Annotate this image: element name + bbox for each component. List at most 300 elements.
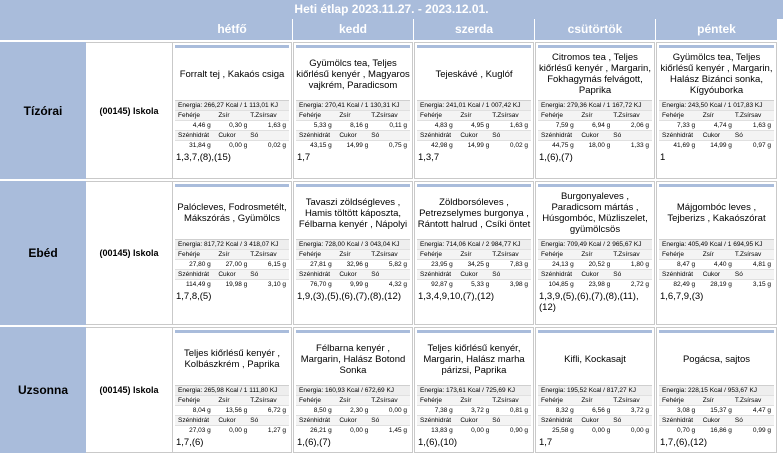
nutrient-value: 0,00 g xyxy=(592,427,611,434)
nutrient-value: 28,19 g xyxy=(710,281,732,288)
nutrient-header-row xyxy=(296,130,410,140)
nutrient-label: Zsír xyxy=(339,251,351,258)
nutrient-label: Só xyxy=(613,417,622,424)
nutrient-header-row xyxy=(538,249,652,259)
nutrient-value: 23,95 g xyxy=(431,261,453,268)
nutrient-value: 0,30 g xyxy=(229,122,248,129)
nutrient-label: T.Zsírsav xyxy=(250,397,277,404)
energy-value: 173,61 Kcal / 725,69 KJ xyxy=(446,387,516,394)
nutrient-label: Só xyxy=(371,132,380,139)
nutrient-value: 3,98 g xyxy=(509,281,528,288)
nutrient-label: Só xyxy=(492,132,501,139)
nutrient-label: Zsír xyxy=(218,251,230,258)
nutrient-value: 8,04 g xyxy=(192,407,211,414)
energy-value: 228,15 Kcal / 953,67 KJ xyxy=(688,387,758,394)
food-description xyxy=(296,48,410,100)
nutrient-value: 16,86 g xyxy=(710,427,732,434)
food-description xyxy=(296,187,410,239)
nutrient-header-row xyxy=(417,110,531,120)
nutrient-value-row xyxy=(659,279,774,289)
nutrient-label: Só xyxy=(492,271,501,278)
nutrient-label: Cukor xyxy=(702,132,721,139)
nutrient-value: 2,30 g xyxy=(350,407,369,414)
allergen-codes: 1,7,(6) xyxy=(176,437,204,448)
nutrient-value-row xyxy=(659,140,774,150)
energy-label: Energia: xyxy=(541,241,566,248)
nutrient-value: 0,99 g xyxy=(752,427,771,434)
nutrient-value: 9,99 g xyxy=(350,281,369,288)
meal-label-1: Ebéd xyxy=(0,181,86,325)
menu-cell xyxy=(535,327,655,453)
nutrient-value: 0,02 g xyxy=(267,142,286,149)
nutrient-value: 23,98 g xyxy=(588,281,611,288)
nutrient-label: T.Zsírsav xyxy=(492,112,519,119)
nutrient-label: Fehérje xyxy=(178,397,201,404)
nutrient-value: 42,98 g xyxy=(431,142,453,149)
menu-cell xyxy=(414,181,534,325)
energy-label: Energia: xyxy=(178,102,203,109)
food-description xyxy=(175,48,289,100)
nutrient-label: Cukor xyxy=(581,132,599,139)
nutrient-value: 44,75 g xyxy=(552,142,574,149)
nutrient-value: 19,98 g xyxy=(225,281,248,288)
nutrient-label: Szénhidrát xyxy=(178,271,210,278)
nutrient-value: 3,72 g xyxy=(630,407,649,414)
allergen-codes: 1,7 xyxy=(297,152,311,163)
nutrient-header-row xyxy=(659,395,774,405)
food-text: Gyümölcs tea, Teljes kiőrlésű kenyér , Magyaros vajkrém, Paradicsom xyxy=(296,57,410,91)
nutrient-value: 27,80 g xyxy=(189,261,211,268)
energy-label: Energia: xyxy=(299,102,324,109)
nutrient-label: Zsír xyxy=(581,397,593,404)
nutrient-value: 4,47 g xyxy=(752,407,771,414)
nutrient-value: 34,25 g xyxy=(467,261,490,268)
nutrient-value: 7,33 g xyxy=(677,122,696,129)
nutrient-value: 0,90 g xyxy=(509,427,528,434)
nutrient-value: 4,32 g xyxy=(388,281,407,288)
energy-value: 714,06 Kcal / 2 984,77 KJ xyxy=(446,241,521,248)
energy-label: Energia: xyxy=(541,102,566,109)
energy-row xyxy=(659,385,774,395)
energy-label: Energia: xyxy=(662,102,687,109)
food-description xyxy=(417,48,531,100)
nutrient-value-row xyxy=(296,279,410,289)
allergen-codes: 1,3,9,(5),(6),(7),(8),(11),(12) xyxy=(539,291,639,313)
nutrient-label: Szénhidrát xyxy=(420,132,452,139)
nutrient-value-row xyxy=(417,120,531,130)
school-label: (00145) Iskola xyxy=(86,42,172,179)
nutrient-label: Fehérje xyxy=(541,251,564,258)
nutrient-header-row xyxy=(538,130,652,140)
nutrient-value: 5,33 g xyxy=(471,281,490,288)
nutrient-label: Cukor xyxy=(702,271,721,278)
nutrient-value: 18,00 g xyxy=(588,142,611,149)
nutrient-value-row xyxy=(296,425,410,435)
nutrient-label: Szénhidrát xyxy=(299,417,331,424)
nutrient-label: Cukor xyxy=(339,271,357,278)
nutrient-value: 0,00 g xyxy=(350,427,369,434)
nutrient-value-row xyxy=(659,425,774,435)
menu-cell xyxy=(293,327,413,453)
nutrient-value: 82,49 g xyxy=(673,281,696,288)
nutrient-header-row xyxy=(538,110,652,120)
nutrient-label: Só xyxy=(734,271,743,278)
energy-label: Energia: xyxy=(420,241,445,248)
energy-label: Energia: xyxy=(662,241,687,248)
nutrient-value: 4,95 g xyxy=(471,122,490,129)
nutrient-label: Szénhidrát xyxy=(420,417,452,424)
nutrient-value: 8,16 g xyxy=(350,122,369,129)
nutrient-label: Cukor xyxy=(339,417,357,424)
energy-row xyxy=(538,100,652,110)
nutrient-value: 3,08 g xyxy=(677,407,696,414)
nutrient-label: Cukor xyxy=(460,417,478,424)
nutrient-label: Szénhidrát xyxy=(541,417,573,424)
allergen-codes: 1,3,7,(8),(15) xyxy=(176,152,231,163)
nutrient-label: Só xyxy=(371,271,380,278)
nutrient-value-row xyxy=(175,120,289,130)
nutrient-value: 0,70 g xyxy=(677,427,696,434)
allergen-codes: 1,7,8,(5) xyxy=(176,291,212,302)
nutrient-value: 4,40 g xyxy=(713,261,732,268)
nutrient-value-row xyxy=(538,405,652,415)
nutrient-label: T.Zsírsav xyxy=(371,112,398,119)
header-corner xyxy=(0,19,172,40)
nutrient-value: 5,82 g xyxy=(388,261,407,268)
nutrient-value-row xyxy=(538,259,652,269)
nutrient-value-row xyxy=(296,120,410,130)
nutrient-label: Fehérje xyxy=(299,251,322,258)
nutrient-label: Zsír xyxy=(339,112,351,119)
food-text: Teljes kiőrlésű kenyér , Kolbászkrém , Paprika xyxy=(183,348,281,370)
nutrient-value: 92,87 g xyxy=(431,281,453,288)
nutrient-value-row xyxy=(417,405,531,415)
school-label: (00145) Iskola xyxy=(86,181,172,325)
nutrient-label: Zsír xyxy=(218,112,230,119)
nutrient-label: T.Zsírsav xyxy=(734,112,762,119)
energy-row xyxy=(175,100,289,110)
allergen-codes: 1,3,7 xyxy=(418,152,440,163)
nutrient-label: Cukor xyxy=(339,132,357,139)
nutrient-value: 41,69 g xyxy=(673,142,696,149)
nutrient-label: Szénhidrát xyxy=(178,132,210,139)
nutrient-header-row xyxy=(659,110,774,120)
day-header-0: hétfő xyxy=(172,19,292,40)
nutrient-value: 24,13 g xyxy=(552,261,574,268)
nutrient-label: Cukor xyxy=(702,417,721,424)
nutrient-value: 4,81 g xyxy=(752,261,771,268)
day-header-3: csütörtök xyxy=(535,19,655,40)
food-description xyxy=(175,333,289,385)
nutrient-label: Fehérje xyxy=(662,251,685,258)
energy-value: 270,41 Kcal / 1 130,31 KJ xyxy=(325,102,400,109)
energy-row xyxy=(417,239,531,249)
nutrient-header-row xyxy=(296,269,410,279)
food-text: Májgombóc leves , Tejberizs , Kakaószórat xyxy=(667,202,766,224)
nutrient-value: 3,15 g xyxy=(752,281,771,288)
energy-row xyxy=(538,239,652,249)
nutrient-label: Szénhidrát xyxy=(662,417,694,424)
nutrient-value: 8,32 g xyxy=(555,407,574,414)
energy-row xyxy=(296,239,410,249)
nutrient-label: Zsír xyxy=(460,251,472,258)
nutrient-label: Zsír xyxy=(581,112,593,119)
nutrient-value: 14,99 g xyxy=(346,142,369,149)
food-description xyxy=(659,48,774,100)
nutrient-label: Só xyxy=(492,417,501,424)
nutrient-value: 2,72 g xyxy=(630,281,649,288)
nutrient-label: Cukor xyxy=(581,271,599,278)
energy-row xyxy=(175,385,289,395)
nutrient-header-row xyxy=(175,269,289,279)
nutrient-value-row xyxy=(538,279,652,289)
nutrient-value: 1,45 g xyxy=(388,427,407,434)
nutrient-value-row xyxy=(417,140,531,150)
nutrient-label: T.Zsírsav xyxy=(613,397,640,404)
nutrient-value: 4,74 g xyxy=(713,122,732,129)
nutrient-label: Só xyxy=(250,271,259,278)
allergen-codes: 1,7 xyxy=(539,437,553,448)
menu-cell xyxy=(535,181,655,325)
nutrient-header-row xyxy=(659,269,774,279)
menu-cell xyxy=(293,42,413,179)
nutrient-value: 14,99 g xyxy=(710,142,732,149)
nutrient-value-row xyxy=(175,425,289,435)
nutrient-value: 6,15 g xyxy=(267,261,286,268)
nutrient-value: 0,00 g xyxy=(229,427,248,434)
nutrient-label: Zsír xyxy=(581,251,593,258)
nutrient-label: Só xyxy=(371,417,380,424)
allergen-codes: 1,(6),(7) xyxy=(297,437,331,448)
energy-label: Energia: xyxy=(299,241,324,248)
nutrient-value: 32,96 g xyxy=(346,261,369,268)
energy-row xyxy=(538,385,652,395)
menu-cell xyxy=(414,42,534,179)
nutrient-value-row xyxy=(175,140,289,150)
food-text: Félbarna kenyér , Margarin, Halász Botond Sonka xyxy=(300,342,406,376)
page-title: Heti étlap 2023.11.27. - 2023.12.01. xyxy=(0,0,783,19)
nutrient-label: Szénhidrát xyxy=(420,271,452,278)
menu-cell xyxy=(293,181,413,325)
nutrient-label: Szénhidrát xyxy=(541,132,573,139)
nutrient-header-row xyxy=(417,395,531,405)
nutrient-header-row xyxy=(538,415,652,425)
nutrient-header-row xyxy=(175,415,289,425)
nutrient-value: 0,81 g xyxy=(509,407,528,414)
nutrient-value: 0,00 g xyxy=(471,427,490,434)
nutrient-value: 4,46 g xyxy=(192,122,211,129)
food-description xyxy=(417,333,531,385)
energy-value: 709,49 Kcal / 2 965,67 KJ xyxy=(567,241,642,248)
energy-value: 243,50 Kcal / 1 017,83 KJ xyxy=(688,102,763,109)
nutrient-label: Fehérje xyxy=(178,251,201,258)
nutrient-value: 7,59 g xyxy=(555,122,574,129)
energy-label: Energia: xyxy=(541,387,566,394)
energy-value: 241,01 Kcal / 1 007,42 KJ xyxy=(446,102,521,109)
nutrient-value-row xyxy=(538,425,652,435)
nutrient-value-row xyxy=(417,425,531,435)
nutrient-header-row xyxy=(296,249,410,259)
nutrient-label: Fehérje xyxy=(662,397,685,404)
nutrient-header-row xyxy=(538,269,652,279)
nutrient-value: 0,00 g xyxy=(388,407,407,414)
nutrient-label: T.Zsírsav xyxy=(371,251,398,258)
nutrient-label: Fehérje xyxy=(662,112,685,119)
menu-cell xyxy=(535,42,655,179)
food-text: Tejeskávé , Kuglóf xyxy=(435,68,513,80)
nutrient-label: Fehérje xyxy=(420,251,443,258)
nutrient-header-row xyxy=(296,415,410,425)
food-description xyxy=(417,187,531,239)
day-header-4: péntek xyxy=(656,19,777,40)
nutrient-value: 0,11 g xyxy=(389,122,407,129)
nutrient-label: Fehérje xyxy=(299,112,322,119)
food-description xyxy=(538,187,652,239)
energy-value: 160,93 Kcal / 672,69 KJ xyxy=(325,387,395,394)
energy-row xyxy=(417,385,531,395)
food-description xyxy=(538,48,652,100)
nutrient-label: T.Zsírsav xyxy=(613,251,640,258)
allergen-codes: 1,3,4,9,10,(7),(12) xyxy=(418,291,495,302)
nutrient-label: Szénhidrát xyxy=(541,271,573,278)
nutrient-header-row xyxy=(175,110,289,120)
energy-row xyxy=(659,239,774,249)
nutrient-value: 1,80 g xyxy=(630,261,649,268)
food-text: Citromos tea , Teljes kiőrlésű kenyér , Margarin, Fokhagymás felvágott, Paprika xyxy=(539,52,651,96)
nutrient-label: Zsír xyxy=(339,397,351,404)
nutrient-header-row xyxy=(659,415,774,425)
nutrient-label: Fehérje xyxy=(299,397,322,404)
energy-value: 266,27 Kcal / 1 113,01 KJ xyxy=(204,102,278,109)
school-label: (00145) Iskola xyxy=(86,327,172,453)
food-text: Teljes kiőrlésű kenyér, Margarin, Halász marha párizsi, Paprika xyxy=(423,342,525,376)
nutrient-label: Zsír xyxy=(218,397,230,404)
energy-row xyxy=(296,385,410,395)
nutrient-value-row xyxy=(538,140,652,150)
energy-value: 405,49 Kcal / 1 694,95 KJ xyxy=(688,241,763,248)
nutrient-label: T.Zsírsav xyxy=(250,112,277,119)
nutrient-label: T.Zsírsav xyxy=(371,397,398,404)
nutrient-value: 5,33 g xyxy=(313,122,332,129)
nutrient-value: 14,99 g xyxy=(467,142,490,149)
nutrient-label: Szénhidrát xyxy=(299,132,331,139)
nutrient-value: 1,27 g xyxy=(267,427,286,434)
nutrient-value: 1,63 g xyxy=(509,122,528,129)
nutrient-label: T.Zsírsav xyxy=(734,397,762,404)
nutrient-value-row xyxy=(296,259,410,269)
energy-value: 817,72 Kcal / 3 418,07 KJ xyxy=(204,241,279,248)
menu-cell xyxy=(656,327,777,453)
nutrient-label: Só xyxy=(734,417,743,424)
nutrient-label: Só xyxy=(613,132,622,139)
food-description xyxy=(296,333,410,385)
nutrient-label: Zsír xyxy=(460,112,472,119)
nutrient-value: 27,03 g xyxy=(189,427,211,434)
menu-cell xyxy=(414,327,534,453)
allergen-codes: 1,(6),(10) xyxy=(418,437,458,448)
nutrient-label: T.Zsírsav xyxy=(250,251,277,258)
day-header-1: kedd xyxy=(293,19,413,40)
nutrient-value: 0,97 g xyxy=(752,142,771,149)
nutrient-header-row xyxy=(296,110,410,120)
nutrient-value-row xyxy=(175,279,289,289)
food-text: Pogácsa, sajtos xyxy=(682,353,751,365)
meal-label-2: Uzsonna xyxy=(0,327,86,453)
nutrient-header-row xyxy=(175,249,289,259)
nutrient-value: 25,58 g xyxy=(552,427,574,434)
nutrient-value-row xyxy=(296,140,410,150)
nutrient-value: 3,10 g xyxy=(267,281,286,288)
nutrient-value: 4,83 g xyxy=(434,122,453,129)
energy-row xyxy=(659,100,774,110)
nutrient-value: 15,37 g xyxy=(710,407,732,414)
nutrient-label: Zsír xyxy=(702,112,714,119)
nutrient-label: Fehérje xyxy=(178,112,201,119)
nutrient-value: 26,21 g xyxy=(310,427,332,434)
nutrient-header-row xyxy=(175,130,289,140)
menu-cell xyxy=(656,181,777,325)
nutrient-value-row xyxy=(175,405,289,415)
nutrient-value-row xyxy=(175,259,289,269)
nutrient-value: 43,15 g xyxy=(310,142,332,149)
allergen-codes: 1,(6),(7) xyxy=(539,152,573,163)
energy-row xyxy=(417,100,531,110)
nutrient-label: Só xyxy=(734,132,743,139)
nutrient-value: 6,56 g xyxy=(592,407,611,414)
nutrient-value: 1,63 g xyxy=(752,122,771,129)
nutrient-value-row xyxy=(659,405,774,415)
energy-label: Energia: xyxy=(420,102,445,109)
nutrient-value: 8,47 g xyxy=(677,261,696,268)
energy-row xyxy=(296,100,410,110)
nutrient-label: Fehérje xyxy=(420,397,443,404)
energy-label: Energia: xyxy=(299,387,324,394)
nutrient-header-row xyxy=(296,395,410,405)
nutrient-value: 27,81 g xyxy=(310,261,332,268)
nutrient-label: Szénhidrát xyxy=(662,271,694,278)
nutrient-label: Cukor xyxy=(581,417,599,424)
menu-cell xyxy=(172,327,292,453)
nutrient-value: 20,52 g xyxy=(588,261,611,268)
nutrient-value: 13,83 g xyxy=(431,427,453,434)
nutrient-value: 3,72 g xyxy=(471,407,490,414)
food-text: Tavaszi zöldségleves , Hamis töltött káposzta, Félbarna kenyér , Nápolyi xyxy=(298,196,408,230)
nutrient-value-row xyxy=(659,120,774,130)
energy-value: 265,98 Kcal / 1 111,80 KJ xyxy=(204,387,278,394)
nutrient-header-row xyxy=(417,415,531,425)
nutrient-label: T.Zsírsav xyxy=(734,251,762,258)
nutrient-label: T.Zsírsav xyxy=(492,397,519,404)
nutrient-value: 76,70 g xyxy=(310,281,332,288)
nutrient-header-row xyxy=(417,249,531,259)
food-description xyxy=(659,187,774,239)
food-text: Gyümölcs tea, Teljes kiőrlésű kenyér , Margarin, Halász Bizánci sonka, Kígyóuborka xyxy=(660,52,773,96)
nutrient-label: Fehérje xyxy=(541,112,564,119)
nutrient-value: 0,00 g xyxy=(630,427,649,434)
nutrient-label: Cukor xyxy=(218,417,236,424)
energy-value: 728,00 Kcal / 3 043,04 KJ xyxy=(325,241,400,248)
nutrient-label: Cukor xyxy=(460,271,478,278)
food-text: Burgonyaleves , Paradicsom mártás , Húsgombóc, Müzliszelet, gyümölcsös xyxy=(542,191,648,235)
nutrient-label: Cukor xyxy=(460,132,478,139)
nutrient-label: Zsír xyxy=(460,397,472,404)
nutrient-value: 6,72 g xyxy=(267,407,286,414)
energy-row xyxy=(175,239,289,249)
nutrient-value-row xyxy=(417,279,531,289)
nutrient-value: 8,50 g xyxy=(313,407,332,414)
nutrient-label: Szénhidrát xyxy=(299,271,331,278)
food-description xyxy=(175,187,289,239)
